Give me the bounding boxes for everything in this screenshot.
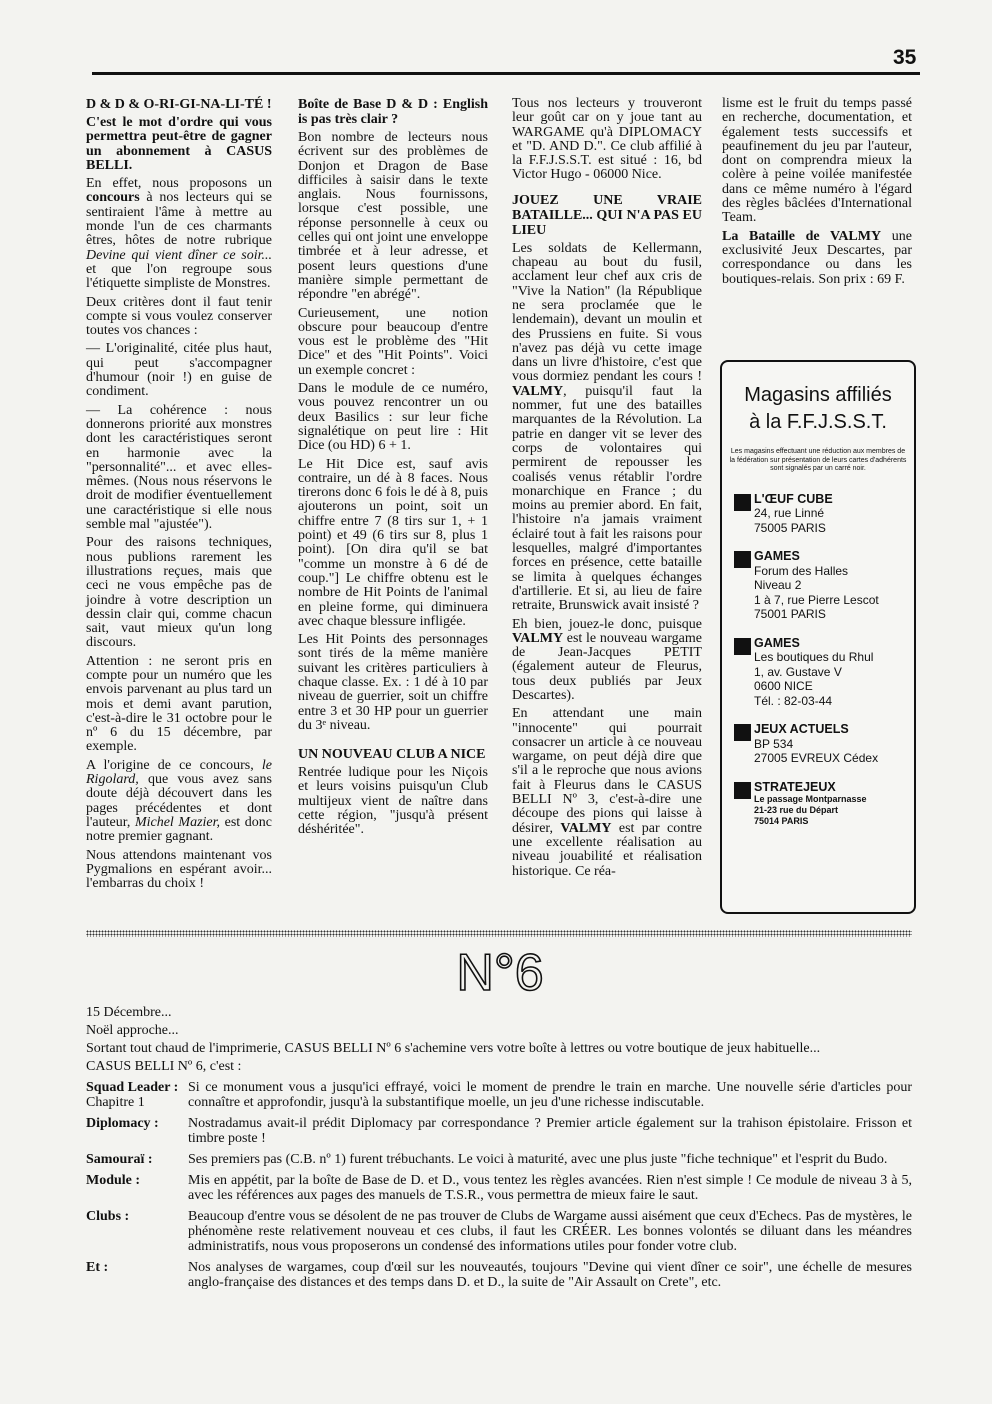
shop-address-line: Niveau 2 xyxy=(754,578,802,592)
column-contest xyxy=(86,97,272,895)
page-number: 35 xyxy=(893,46,917,69)
issue-line: CASUS BELLI Nº 6, c'est : xyxy=(86,1059,242,1074)
contents-text: Ses premiers pas (C.B. nº 1) furent trébuchants. Le voici à maturité, avec une plus juste "fiche technique" et l'esprit du Budo. xyxy=(188,1152,888,1167)
shop-name: GAMES xyxy=(754,635,800,650)
contents-row xyxy=(86,1260,912,1290)
contents-row xyxy=(86,1152,912,1167)
shop-name: GAMES xyxy=(754,549,800,563)
basic-box-paragraph: Les Hit Points des personnages sont tirés de la même manière suivant les critères particuliers à chaque classe. Ex. : 1 dé à 10 par niveau de guerrier, soit un chiffre entre 3 et 30 HP pour un guerrier du 3ᵉ niveau. xyxy=(298,632,488,733)
contest-paragraph: Attention : ne seront pris en compte pour un numéro que les envois parvenant au plus tard un mois et demi avant parution, c'est-à-dire le 31 octobre pour le nº 6 du 15 décembre, par exemple. xyxy=(86,653,272,755)
contents-row xyxy=(86,1116,912,1146)
column-valmy xyxy=(512,97,702,883)
issue-logo-text: N°6 xyxy=(456,944,544,1000)
shop-entry xyxy=(722,636,914,709)
shop-address-line: 75005 PARIS xyxy=(754,520,826,535)
nice-club-title: UN NOUVEAU CLUB A NICE xyxy=(298,747,486,763)
contest-paragraph: Pour des raisons techniques, nous publions rarement les illustrations reçues, mais que ceci ne vous empêche pas de joindre à votre description un dessin clair qui, comme chacun sait, vaut mieux qu'un long discours. xyxy=(86,535,272,651)
basic-box-paragraph: Le Hit Dice est, sauf avis contraire, un dé à 8 faces. Nous tirerons donc 6 fois le dé à 8, puis ajouterons un point, soit un chiffre entre 7 (8 tirs sur 1, + 1 point) et 49 (6 tirs sur 8, plus 1 point). [On dira qu'il se bat "comme un monstre à 6 dé de coup."] Le chiffre obtenu est le nombre de Hit Points de l'animal en pleine forme, qui diminuera avec chaque blessure infligée. xyxy=(298,456,488,629)
contest-title: D & D & O-RI-GI-NA-LI-TÉ ! xyxy=(86,97,272,112)
shop-address-line: Tél. : 82-03-44 xyxy=(754,693,833,708)
contents-text: Beaucoup d'entre vous se désolent de ne pas trouver de Clubs de Wargame aussi aisément que ceux d'Echecs. Pas de mystères, le phénomène reste relativement nouveau et ces clubs, il faut les CRÉER. Les bonnes volontés se diluant dans les méandres administratifs, nous vous proposerons un condensé des informations utiles pour fonder votre club. xyxy=(188,1209,912,1254)
shop-address-line: Forum des Halles xyxy=(754,563,849,578)
shop-address-line: 24, rue Linné xyxy=(754,506,825,520)
contents-sublabel: Chapitre 1 xyxy=(86,1095,145,1110)
issue-line: Noël approche... xyxy=(86,1023,179,1038)
shop-address-line: 1 à 7, rue Pierre Lescot xyxy=(754,592,879,607)
black-square-icon xyxy=(734,638,751,655)
black-square-icon xyxy=(734,494,751,511)
shop-name: L'ŒUF CUBE xyxy=(754,491,833,506)
shop-address-line: 75014 PARIS xyxy=(754,816,809,826)
shop-name: STRATEJEUX xyxy=(754,779,836,794)
shop-address-line: 1, av. Gustave V xyxy=(754,664,842,679)
valmy-paragraph: lisme est le fruit du temps passé en recherche, documentation, et également tests successifs et peaufinement du jeu par l'auteur, dont on comprendra mieux la colère à peine voilée manifestée dans ce même numéro à l'égard des règles bâclées d'International Team. xyxy=(722,96,912,226)
shop-list xyxy=(722,492,914,828)
contents-label: Et : xyxy=(86,1260,109,1275)
nice-club-paragraph: Rentrée ludique pour les Niçois et leurs voisins puisqu'un Club multijeux vient de naître dans cette région, "jusqu'à présent déshéritée". xyxy=(298,765,488,838)
contents-row xyxy=(86,1209,912,1254)
next-issue-section xyxy=(86,1005,912,1290)
shop-entry xyxy=(722,780,914,828)
contest-paragraph: — L'originalité, citée plus haut, qui peut s'accompagner d'humour (noir !) en guise de condiment. xyxy=(86,341,272,400)
shop-address-line: 0600 NICE xyxy=(754,679,813,693)
contents-label: Samouraï : xyxy=(86,1152,153,1167)
issue-line: Sortant tout chaud de l'imprimerie, CASUS BELLI Nº 6 s'achemine vers votre boîte à lettres ou votre boutique de jeux habituelle... xyxy=(86,1041,821,1056)
black-square-icon xyxy=(734,782,751,799)
contest-paragraph: Deux critères dont il faut tenir compte si vous voulez conserver toutes vos chances : xyxy=(86,294,272,339)
issue-number-logo xyxy=(440,940,560,1000)
contents-label: Diplomacy : xyxy=(86,1116,159,1131)
shop-entry xyxy=(722,549,914,622)
column-valmy-end xyxy=(722,97,912,291)
contents-row xyxy=(86,1173,912,1203)
box-title: Magasins affiliés à la F.F.J.S.S.T. xyxy=(744,384,892,433)
contents-text: Si ce monument vous a jusqu'ici effrayé, voici le moment de prendre le train en marche. Une nouvelle série d'articles pour connaître et approfondir, jusqu'à la substantifique moelle, un jeu d'une richesse indiscutable. xyxy=(188,1080,912,1110)
column-basic-box xyxy=(298,97,488,842)
contest-paragraph: — La cohérence : nous donnerons priorité aux monstres dont les caractéristiques seront en harmonie avec la "personnalité"... et avec elles-mêmes. (Nous nous réservons le droit de modifier éventuellement une caractéristique si elle nous semble mal "ajustée"). xyxy=(86,402,272,533)
shop-address-line: 21-23 rue du Départ xyxy=(754,805,839,815)
basic-box-paragraph: Curieusement, une notion obscure pour beaucoup d'entre vous est le problème des "Hit Dice" et des "Hit Points". Voici un exemple concret : xyxy=(298,305,488,378)
contest-paragraph: A l'origine de ce concours, le Rigolard, que vous avez sans doute déjà découvert dans les pages précédentes et dont l'auteur, Michel Mazier, est donc notre premier gagnant. xyxy=(86,757,272,845)
contents-text: Nos analyses de wargames, coup d'œil sur les nouveautés, toujours "Devine qui vient dîner ce soir", une échelle de mesures anglo-française des distances et des temps dans D. et D., la suite de "Air Assault on Crete", etc. xyxy=(188,1260,912,1290)
shop-name: JEUX ACTUELS xyxy=(754,722,849,736)
contents-label: Clubs : xyxy=(86,1209,130,1224)
box-note: Les magasins effectuant une réduction aux membres de la fédération sur présentation de leurs cartes d'adhérents sont signalés par un carré noir. xyxy=(729,448,907,472)
valmy-title: JOUEZ UNE VRAIE BATAILLE... QUI N'A PAS EU LIEU xyxy=(512,192,702,238)
valmy-paragraph: Les soldats de Kellermann, chapeau au bout du fusil, acclament leur chef aux cris de "Vive la Nation" (la République ne sera proclamée que le lendemain), devant un moulin et des Prussiens en fuite. Si vous n'avez pas déjà vu cette image dans un livre d'histoire, c'est que vous dormiez pendant les cours ! VALMY, puisqu'il faut la nommer, fut une des batailles marquantes de la Révolution. La patrie en danger vit se lever des corps de volontaires qui permirent de repousser les coalisés venus rétablir l'ordre monarchique en France ; du moins au premier abord. En fait, l'histoire n'a jamais vraiment éclairé tout à fait les raisons pour lesquelles, malgré d'importantes forces en présence, cette bataille se limita à quelques échanges d'artillerie. Et si, au lieu de faire retraite, Brunswick avait insisté ? xyxy=(512,240,702,614)
header-rule xyxy=(92,72,920,75)
contents-text: Nostradamus avait-il prédit Diplomacy par correspondance ? Premier article également sur la trahison épistolaire. Frisson et timbre poste ! xyxy=(188,1116,912,1146)
black-square-icon xyxy=(734,551,751,568)
contest-paragraph: Nous attendons maintenant vos Pygmalions en espérant avoir... l'embarras du choix ! xyxy=(86,847,272,892)
affiliated-shops-box xyxy=(720,360,916,914)
shop-entry xyxy=(722,492,914,536)
contents-label: Squad Leader : Chapitre 1 xyxy=(86,1080,188,1110)
contents-text: Mis en appétit, par la boîte de Base de D. et D., vous tentez les règles avancées. Rien n'est simple ! Ce module de niveau 3 à 5, avec les références aux pages des manuels de T.S.R., vous permettra de mieux faire le saut. xyxy=(188,1173,912,1203)
shop-address-line: 75001 PARIS xyxy=(754,607,826,621)
valmy-paragraph: En attendant une main "innocente" qui pourrait consacrer un article à ce nouveau wargame, on peut déjà dire que s'il a le reproche que nous avions fait à Fleurus dans le CASUS BELLI Nº 3, c'est-à-dire une découpe des pions qui laisse à désirer, VALMY est par contre une excellente réalisation au niveau jouabilité et réalisation historique. Ce réa- xyxy=(512,706,702,879)
basic-box-title: Boîte de Base D & D : English is pas très clair ? xyxy=(298,97,488,127)
issue-contents xyxy=(86,1080,912,1290)
contest-paragraph: En effet, nous proposons un concours à nos lecteurs qui se sentiraient l'âme à mettre au monde l'un de ces charmants êtres, hôtes de notre rubrique Devine qui vient dîner ce soir... et que l'on regroupe sous l'étiquette simpliste de Monstres. xyxy=(86,176,272,292)
shop-address-line: Le passage Montparnasse xyxy=(754,794,867,804)
contents-label: Module : xyxy=(86,1173,141,1188)
black-square-icon xyxy=(734,724,751,741)
shop-entry xyxy=(722,722,914,766)
basic-box-paragraph: Dans le module de ce numéro, vous pouvez rencontrer un ou deux Basilics : sur leur fiche signalétique on peut lire : Hit Dice (ou HD) 6 + 1. xyxy=(298,381,488,454)
shop-address-line: 27005 EVREUX Cédex xyxy=(754,751,879,765)
nice-club-continued: Tous nos lecteurs y trouveront leur goût car on y joue tant au WARGAME qu'à DIPLOMACY et "D. AND D.". Ce club affilié à la F.F.J.S.S.T. est situé : 16, bd Victor Hugo - 06000 Nice. xyxy=(512,96,702,183)
valmy-availability: La Bataille de VALMY une exclusivité Jeux Descartes, par correspondance ou dans les boutiques-relais. Son prix : 69 F. xyxy=(722,228,913,287)
section-divider xyxy=(86,930,912,937)
basic-box-paragraph: Bon nombre de lecteurs nous écrivent sur des problèmes de Donjon et Dragon de Base difficiles à saisir dans le texte anglais. Nous fournissons, lorsque c'est possible, une réponse personnelle à ceux ou celles qui ont joint une enveloppe timbrée et à leur adresse, et posent leurs questions d'une manière simple permettant de répondre "en abrégé". xyxy=(298,130,488,303)
contest-lead: C'est le mot d'ordre qui vous permettra peut-être de gagner un abonnement à CASUS BELLI. xyxy=(86,115,272,173)
issue-line: 15 Décembre... xyxy=(86,1005,172,1020)
contents-row xyxy=(86,1080,912,1110)
shop-address-line: BP 534 xyxy=(754,736,794,751)
valmy-paragraph: Eh bien, jouez-le donc, puisque VALMY est le nouveau wargame de Jean-Jacques PETIT (également auteur de Fleurus, tous deux publiés par Jeux Descartes). xyxy=(512,616,702,703)
shop-address-line: Les boutiques du Rhul xyxy=(754,650,874,664)
